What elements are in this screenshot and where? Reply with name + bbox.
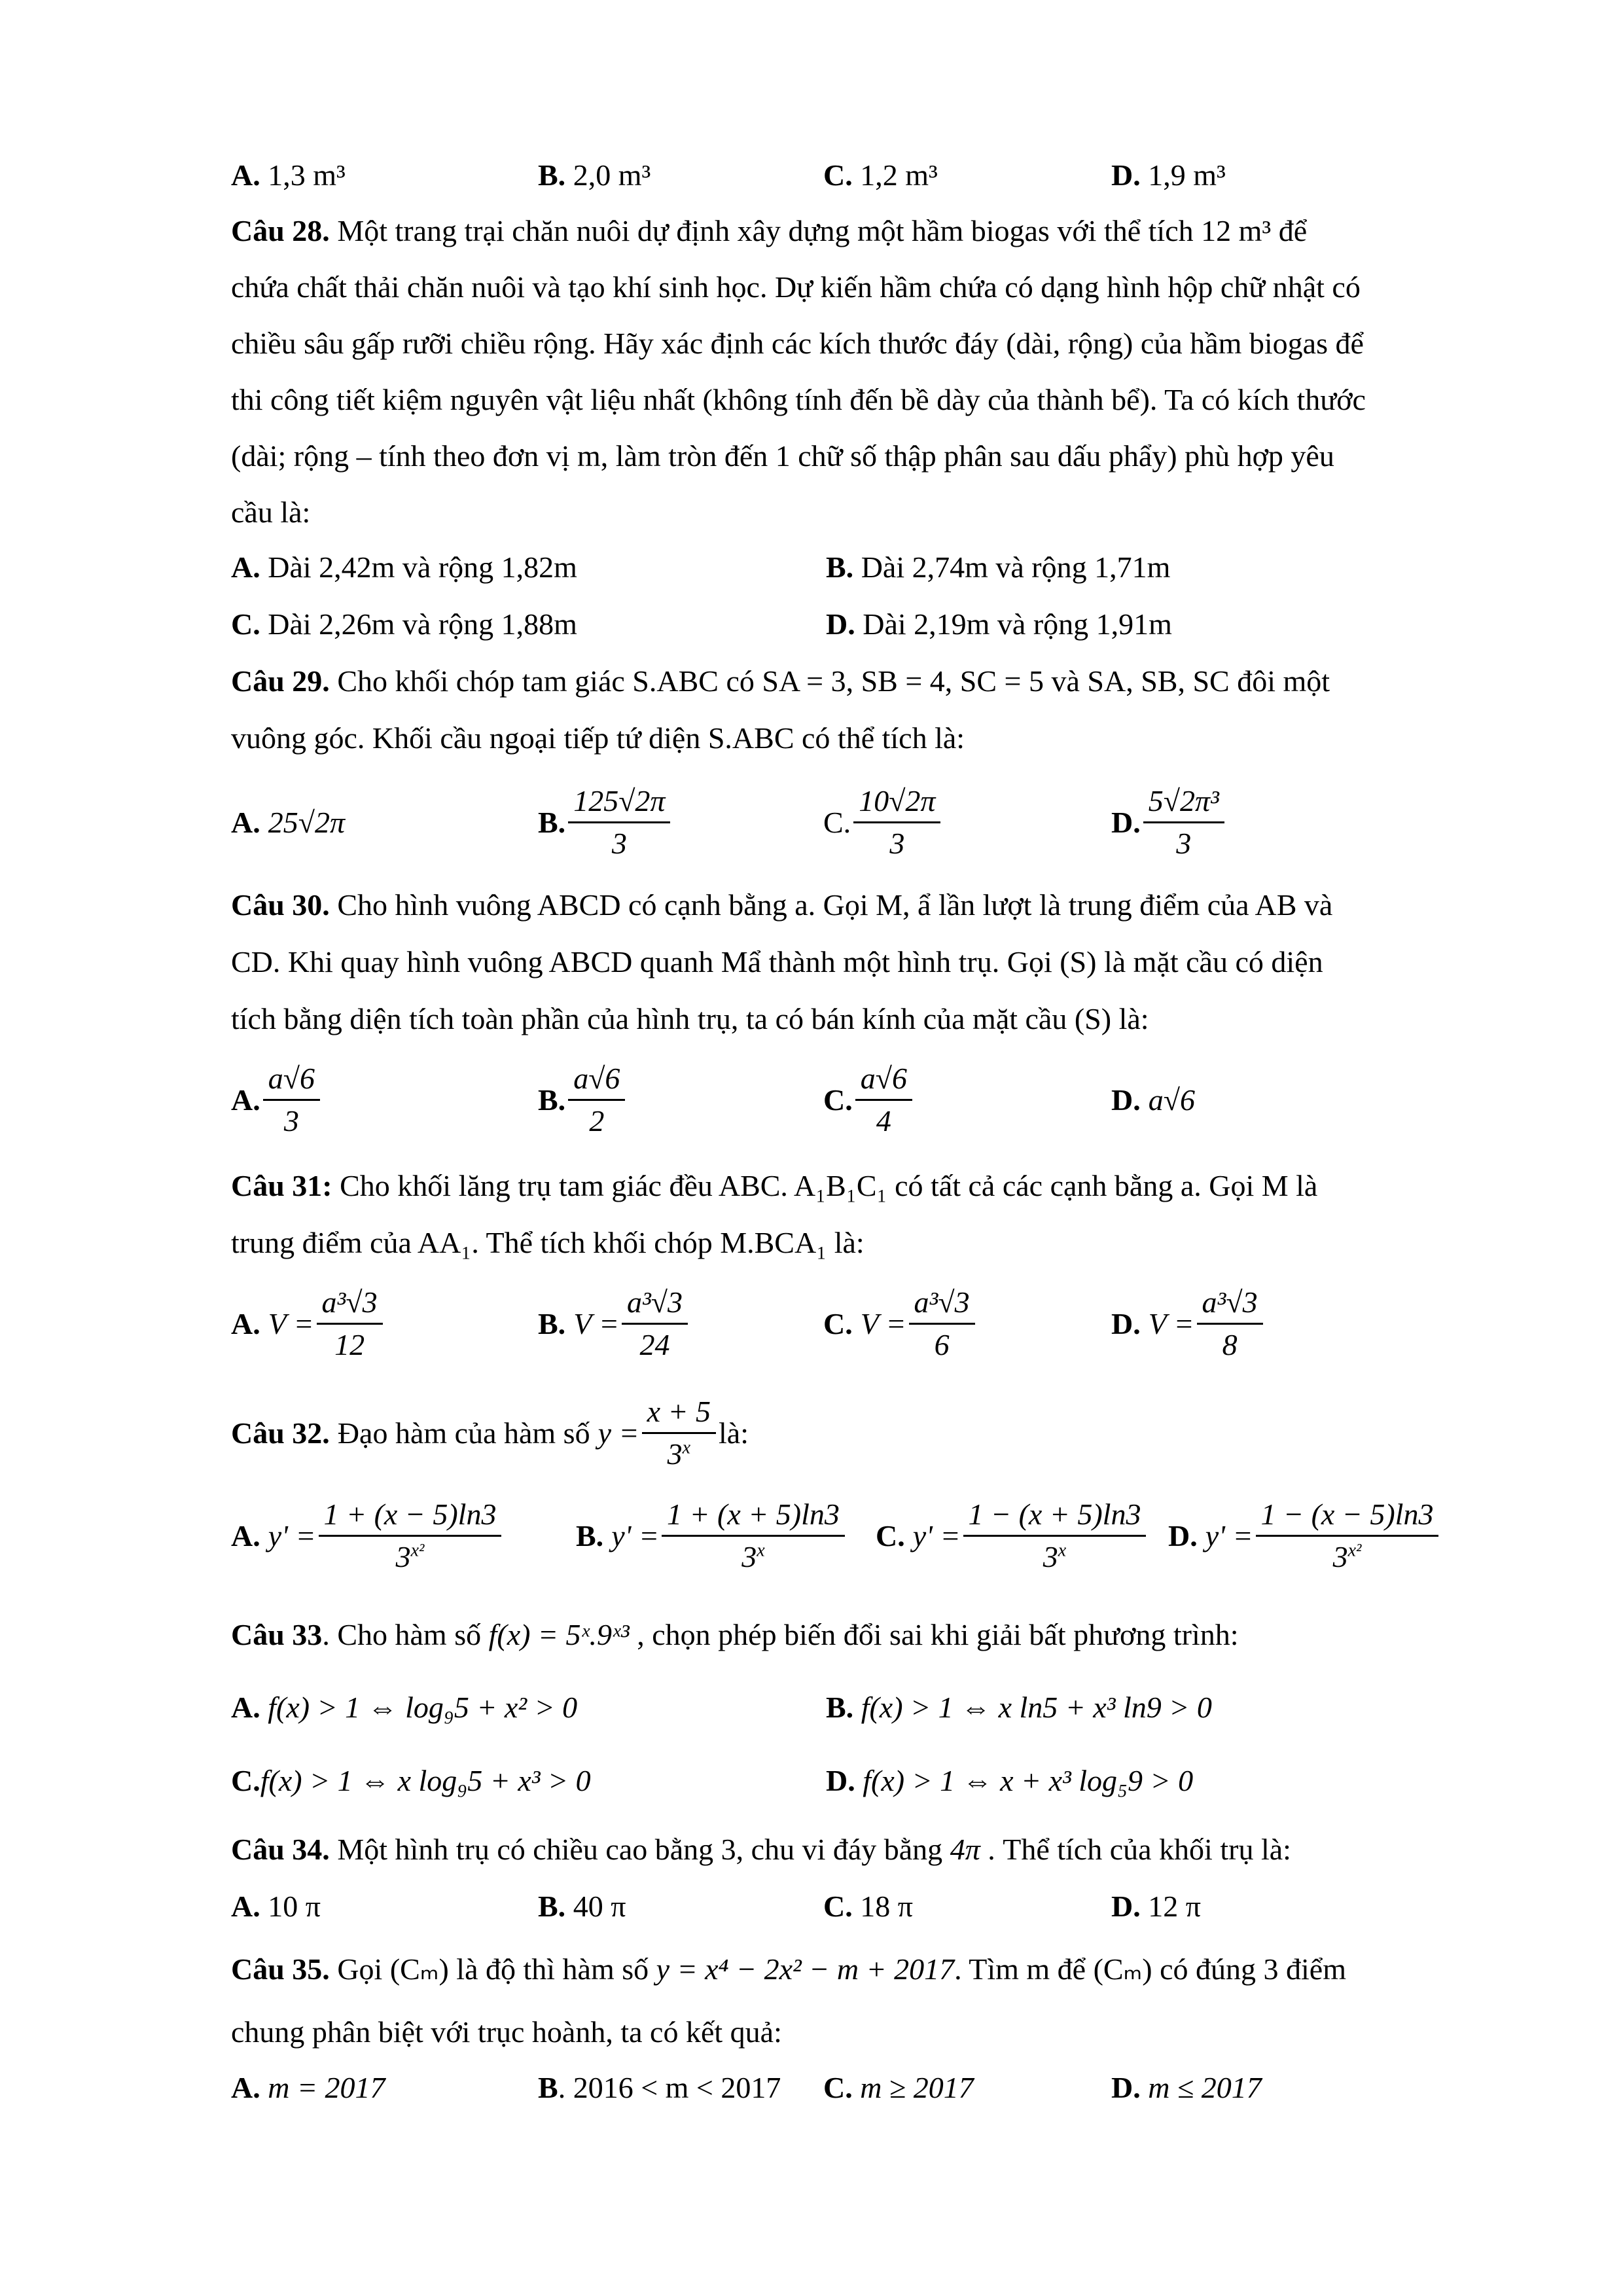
denominator-base: 3	[667, 1437, 683, 1471]
option-label: B.	[538, 158, 566, 192]
fraction	[568, 1058, 625, 1141]
q28-line-5: (dài; rộng – tính theo đơn vị m, làm tròn đến 1 chữ số thập phân sau dấu phẩy) phù hợp yêu	[231, 439, 1334, 473]
option-label: A.	[231, 1306, 260, 1340]
fraction	[853, 781, 940, 864]
q29-answer-d	[1111, 770, 1227, 874]
option-label: C.	[231, 607, 260, 641]
question-tail: là:	[719, 1416, 749, 1450]
option-prefix: V =	[860, 1306, 906, 1340]
numerator: a³√3	[909, 1282, 975, 1325]
option-label: D.	[1111, 1083, 1141, 1117]
option-label: A.	[231, 1518, 260, 1552]
q34-stem	[231, 1830, 1291, 1869]
option-text: 12 π	[1148, 1890, 1201, 1923]
question-text: Cho khối lăng trụ tam giác đều ABC. A₁B₁C₁ có tất cả các cạnh bằng a. Gọi M là	[340, 1169, 1318, 1202]
numerator: a√6	[855, 1058, 912, 1101]
fraction	[855, 1058, 912, 1141]
option-text: Dài 2,42m và rộng 1,82m	[268, 550, 577, 584]
q33-stem	[231, 1615, 1239, 1655]
fraction	[1143, 781, 1224, 864]
fraction	[662, 1494, 845, 1577]
denominator: 2	[589, 1103, 605, 1138]
question-label: Câu 33	[231, 1618, 323, 1651]
numerator: a³√3	[622, 1282, 688, 1325]
q29-answer-c	[823, 770, 943, 874]
option-formula: a√6	[1148, 1083, 1195, 1117]
q35-answer-b	[538, 2068, 781, 2108]
option-label: B.	[826, 1691, 854, 1724]
question-text: Đạo hàm của hàm số	[337, 1416, 590, 1450]
denominator-base: 3	[1332, 1539, 1348, 1573]
formula: 4π	[950, 1833, 980, 1866]
question-text: . Cho hàm số	[322, 1618, 482, 1651]
q28-answer-d	[826, 605, 1172, 644]
option-formula: f(x) > 1 ⇔ x log₉5 + x³ > 0	[260, 1764, 591, 1797]
option-prefix: y' =	[1205, 1518, 1253, 1552]
option-label: B.	[538, 1083, 566, 1117]
option-formula: m = 2017	[268, 2071, 385, 2104]
option-text: 18 π	[860, 1890, 913, 1923]
option-label: D.	[826, 607, 855, 641]
option-label: D.	[826, 1764, 855, 1797]
numerator: x + 5	[642, 1391, 716, 1434]
q32-answer-a	[231, 1483, 504, 1588]
option-label: B.	[826, 550, 854, 584]
fraction	[317, 1282, 383, 1365]
option-label: A.	[231, 1083, 260, 1117]
function-formula: f(x) = 5ˣ.9ˣ³	[488, 1618, 630, 1651]
q29-answer-a	[231, 770, 345, 874]
q27-answer-b	[538, 156, 651, 195]
denominator-exponent: x	[1058, 1540, 1067, 1561]
fraction	[622, 1282, 688, 1365]
denominator	[662, 1434, 696, 1475]
option-text: Dài 2,19m và rộng 1,91m	[863, 607, 1172, 641]
option-text: Dài 2,74m và rộng 1,71m	[861, 550, 1171, 584]
q29-line-2: vuông góc. Khối cầu ngoại tiếp tứ diện S.ABC có thể tích là:	[231, 721, 965, 755]
question-label: Câu 34.	[231, 1833, 330, 1866]
question-text: Cho khối chóp tam giác S.ABC có SA = 3, SB = 4, SC = 5 và SA, SB, SC đôi một	[337, 664, 1330, 698]
q28-line-1	[231, 211, 1307, 251]
option-prefix: V =	[1148, 1306, 1194, 1340]
numerator: a³√3	[1197, 1282, 1263, 1325]
denominator: 6	[934, 1327, 950, 1361]
option-text: 1,9 m³	[1148, 158, 1226, 192]
q27-answer-a	[231, 156, 346, 195]
q35-answer-d	[1111, 2068, 1262, 2108]
fraction	[963, 1494, 1147, 1577]
option-label: D.	[1111, 1890, 1141, 1923]
q30-answer-a	[231, 1047, 323, 1152]
denominator: 3	[611, 826, 627, 860]
q33-answer-a	[231, 1688, 577, 1727]
option-label: B.	[538, 1306, 566, 1340]
option-label: D.	[1111, 2071, 1141, 2104]
question-tail: . Tìm m để (Cₘ) có đúng 3 điểm	[954, 1952, 1346, 1986]
q35-line-1	[231, 1950, 1346, 1989]
option-label: D.	[1111, 158, 1141, 192]
option-label: A.	[231, 1890, 260, 1923]
option-label: B.	[576, 1518, 604, 1552]
denominator: 3	[1176, 826, 1192, 860]
q27-answer-d	[1111, 156, 1226, 195]
denominator-exponent: x	[757, 1540, 765, 1561]
option-prefix: V =	[268, 1306, 314, 1340]
question-text: Gọi (Cₘ) là độ thì hàm số	[337, 1952, 649, 1986]
option-label: C.	[823, 2071, 853, 2104]
option-label: C.	[823, 805, 851, 839]
q30-line-3: tích bằng diện tích toàn phần của hình trụ, ta có bán kính của mặt cầu (S) là:	[231, 1002, 1149, 1035]
q32-stem	[231, 1380, 749, 1485]
q31-line-2: trung điểm của AA₁. Thể tích khối chóp M.BCA₁ là:	[231, 1226, 865, 1259]
option-prefix: y' =	[611, 1518, 659, 1552]
option-label: A.	[231, 805, 260, 839]
q34-answer-b	[538, 1887, 626, 1926]
option-label: D.	[1111, 1306, 1141, 1340]
q28-answer-b	[826, 548, 1170, 587]
q27-answer-c	[823, 156, 938, 195]
question-label: Câu 29.	[231, 664, 330, 698]
option-label: A.	[231, 2071, 260, 2104]
fraction	[1256, 1494, 1439, 1577]
q31-answer-d	[1111, 1271, 1266, 1376]
denominator: 8	[1222, 1327, 1238, 1361]
option-text: 1,3 m³	[268, 158, 346, 192]
denominator: 4	[876, 1103, 891, 1138]
denominator-exponent: x²	[410, 1540, 425, 1561]
numerator: a√6	[568, 1058, 625, 1101]
option-label: B.	[538, 805, 566, 839]
q33-answer-c	[231, 1761, 591, 1801]
option-formula: . 2016 < m < 2017	[558, 2071, 781, 2104]
question-label: Câu 28.	[231, 214, 330, 247]
q30-answer-d	[1111, 1047, 1195, 1152]
denominator: 12	[334, 1327, 365, 1361]
denominator: 24	[639, 1327, 670, 1361]
question-label: Câu 30.	[231, 888, 330, 922]
numerator: 125√2π	[568, 781, 670, 823]
question-text: Cho hình vuông ABCD có cạnh bằng a. Gọi M, ẩ lần lượt là trung điểm của AB và	[337, 888, 1333, 922]
fraction	[909, 1282, 975, 1365]
option-formula: f(x) > 1 ⇔ x + x³ log₅9 > 0	[863, 1764, 1194, 1797]
numerator: 1 + (x − 5)ln3	[319, 1494, 502, 1537]
numerator: 1 − (x + 5)ln3	[963, 1494, 1147, 1537]
q30-answer-b	[538, 1047, 628, 1152]
q29-line-1	[231, 662, 1330, 701]
option-label: A.	[231, 550, 260, 584]
q32-answer-c	[876, 1483, 1149, 1588]
q28-answer-a	[231, 548, 577, 587]
q28-line-3: chiều sâu gấp rưỡi chiều rộng. Hãy xác định các kích thước đáy (dài, rộng) của hầm biogas để	[231, 327, 1364, 360]
fraction	[263, 1058, 320, 1141]
q31-line-1	[231, 1166, 1317, 1206]
option-prefix: V =	[573, 1306, 619, 1340]
denominator	[391, 1537, 430, 1577]
numerator: 5√2π³	[1143, 781, 1224, 823]
option-label: C.	[876, 1518, 905, 1552]
q29-answer-b	[538, 770, 673, 874]
numerator: a³√3	[317, 1282, 383, 1325]
q31-answer-c	[823, 1271, 978, 1376]
fraction	[642, 1391, 716, 1475]
q32-answer-b	[576, 1483, 847, 1588]
option-formula: 25√2π	[268, 805, 346, 839]
q31-answer-a	[231, 1271, 385, 1376]
denominator-base: 3	[395, 1539, 411, 1573]
option-label: C.	[823, 1083, 853, 1117]
option-text: 2,0 m³	[573, 158, 651, 192]
question-text: Một trang trại chăn nuôi dự định xây dựng một hầm biogas với thể tích 12 m³ để	[337, 214, 1308, 247]
q30-answer-c	[823, 1047, 915, 1152]
question-label: Câu 35.	[231, 1952, 330, 1986]
fraction	[568, 781, 670, 864]
q30-line-1	[231, 886, 1332, 925]
question-label: Câu 31:	[231, 1169, 332, 1202]
option-text: 1,2 m³	[860, 158, 938, 192]
option-label: C.	[823, 1306, 853, 1340]
q32-answer-d	[1168, 1483, 1441, 1588]
denominator	[1328, 1537, 1367, 1577]
q35-answer-a	[231, 2068, 385, 2108]
option-prefix: y' =	[912, 1518, 961, 1552]
denominator-base: 3	[1043, 1539, 1058, 1573]
q34-answer-a	[231, 1887, 321, 1926]
q35-line-2: chung phân biệt với trục hoành, ta có kết quả:	[231, 2015, 782, 2049]
denominator-base: 3	[741, 1539, 757, 1573]
option-label: C.	[231, 1764, 260, 1797]
option-label: B.	[538, 1890, 566, 1923]
denominator: 3	[889, 826, 905, 860]
q33-answer-d	[826, 1761, 1193, 1801]
denominator: 3	[283, 1103, 299, 1138]
denominator-exponent: x²	[1347, 1540, 1362, 1561]
option-formula: f(x) > 1 ⇔ log₉5 + x² > 0	[268, 1691, 578, 1724]
q31-answer-b	[538, 1271, 690, 1376]
denominator	[736, 1537, 770, 1577]
q28-answer-c	[231, 605, 577, 644]
question-label: Câu 32.	[231, 1416, 330, 1450]
question-tail: , chọn phép biến đổi sai khi giải bất phương trình:	[637, 1618, 1239, 1651]
q33-answer-b	[826, 1688, 1212, 1727]
denominator-exponent: x	[682, 1437, 691, 1458]
option-prefix: y' =	[268, 1518, 316, 1552]
option-formula: m ≥ 2017	[860, 2071, 974, 2104]
q35-answer-c	[823, 2068, 974, 2108]
function-prefix: y =	[597, 1416, 639, 1450]
option-label: D.	[1168, 1518, 1198, 1552]
q34-answer-c	[823, 1887, 913, 1926]
option-label: D.	[1111, 805, 1141, 839]
numerator: 1 + (x + 5)ln3	[662, 1494, 845, 1537]
option-label: C.	[823, 158, 853, 192]
denominator	[1038, 1537, 1071, 1577]
option-label: C.	[823, 1890, 853, 1923]
option-label: A.	[231, 158, 260, 192]
numerator: 10√2π	[853, 781, 940, 823]
q30-line-2: CD. Khi quay hình vuông ABCD quanh Mẩ thành một hình trụ. Gọi (S) là mặt cầu có diện	[231, 945, 1323, 978]
q34-answer-d	[1111, 1887, 1201, 1926]
option-formula: f(x) > 1 ⇔ x ln5 + x³ ln9 > 0	[861, 1691, 1212, 1724]
option-text: 40 π	[573, 1890, 626, 1923]
question-text: Một hình trụ có chiều cao bằng 3, chu vi đáy bằng	[337, 1833, 943, 1866]
option-text: Dài 2,26m và rộng 1,88m	[268, 607, 577, 641]
fraction	[1197, 1282, 1263, 1365]
numerator: 1 − (x − 5)ln3	[1256, 1494, 1439, 1537]
question-tail: . Thể tích của khối trụ là:	[988, 1833, 1291, 1866]
option-label: B	[538, 2071, 558, 2104]
option-label: A.	[231, 1691, 260, 1724]
option-formula: m ≤ 2017	[1148, 2071, 1262, 2104]
function-formula: y = x⁴ − 2x² − m + 2017	[656, 1952, 955, 1986]
q28-line-6: cầu là:	[231, 495, 311, 529]
q28-line-2: chứa chất thải chăn nuôi và tạo khí sinh học. Dự kiến hầm chứa có dạng hình hộp chữ nhật có	[231, 270, 1361, 304]
option-text: 10 π	[268, 1890, 321, 1923]
fraction	[319, 1494, 502, 1577]
q28-line-4: thi công tiết kiệm nguyên vật liệu nhất (không tính đến bề dày của thành bể). Ta có kích thước	[231, 383, 1366, 416]
numerator: a√6	[263, 1058, 320, 1101]
